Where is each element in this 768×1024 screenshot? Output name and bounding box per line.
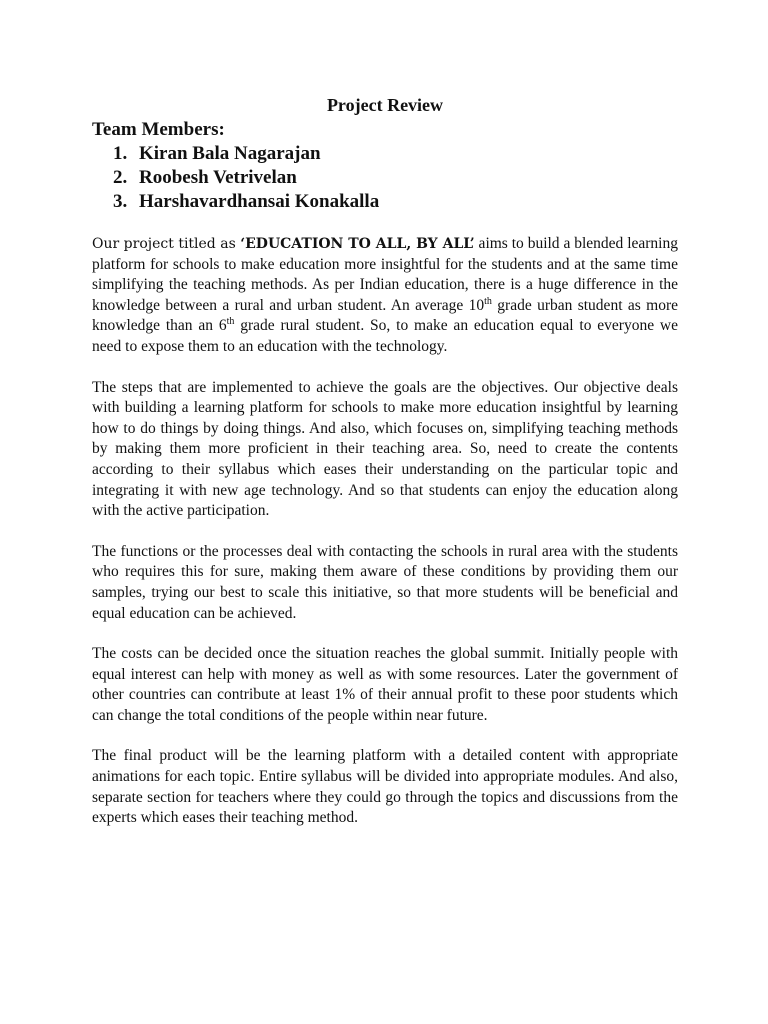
member-number: 1.	[113, 143, 128, 164]
member-name: Roobesh Vetrivelan	[139, 167, 297, 188]
team-member-item	[92, 190, 678, 214]
member-name: Kiran Bala Nagarajan	[139, 143, 321, 164]
member-number: 2.	[113, 167, 128, 188]
member-name: Harshavardhansai Konakalla	[139, 191, 380, 212]
team-member-item	[92, 166, 678, 190]
paragraph-costs: The costs can be decided once the situation reaches the global summit. Initially people with equal interest can help with money as well as with some resources. Later the government of other countries can contribute at least 1% of their annual profit to these poor students which can change the total conditions of the people within near future.	[92, 645, 678, 724]
paragraph-final-product: The final product will be the learning platform with a detailed content with appropriate animations for each topic. Entire syllabus will be divided into appropriate modules. And also, separate section for teachers where they could go through the topics and discussions from the experts which eases their teaching method.	[92, 747, 678, 827]
paragraph-functions: The functions or the processes deal with contacting the schools in rural area with the students who requires this for sure, making them aware of these conditions by providing them our samples, trying our best to scale this initiative, so that more students will be beneficial and equal education can be achieved.	[92, 542, 678, 622]
paragraph-objectives: The steps that are implemented to achieve the goals are the objectives. Our objective deals with building a learning platform for schools to make more education insightful by learning how to do things by doing things. And also, which focuses on, simplifying teaching methods by making them more proficient in their teaching area. So, need to create the contents according to their syllabus which eases their understanding on the particular topic and integrating it with new age technology. And so that students can enjoy the education along with the active participation.	[92, 378, 678, 520]
document-title: Project Review	[326, 95, 444, 115]
paragraph-project-summary	[92, 234, 678, 358]
document-page	[92, 94, 678, 849]
paragraph-text: grade rural student. So, to make an education equal to everyone we need to expose them to an education with the technology.	[92, 317, 678, 355]
team-member-list	[92, 142, 678, 214]
member-number: 3.	[113, 191, 128, 212]
paragraph-text: grade urban student as more knowledge than an 6	[92, 296, 678, 335]
team-member-item	[92, 142, 678, 166]
project-title: ‘EDUCATION TO ALL, BY ALL’	[240, 236, 475, 252]
team-members-heading: Team Members:	[92, 119, 225, 140]
ordinal-suffix: th	[226, 316, 235, 328]
paragraph-text: aims to build a blended learning platform for schools to make education more insightful for the students and at the same time simplifying the teaching methods. As per Indian education, there is a huge difference in the knowledge between a rural and urban student. An average 10	[92, 235, 678, 314]
ordinal-suffix: th	[484, 295, 492, 307]
paragraph-lead: Our project titled as	[92, 236, 241, 252]
